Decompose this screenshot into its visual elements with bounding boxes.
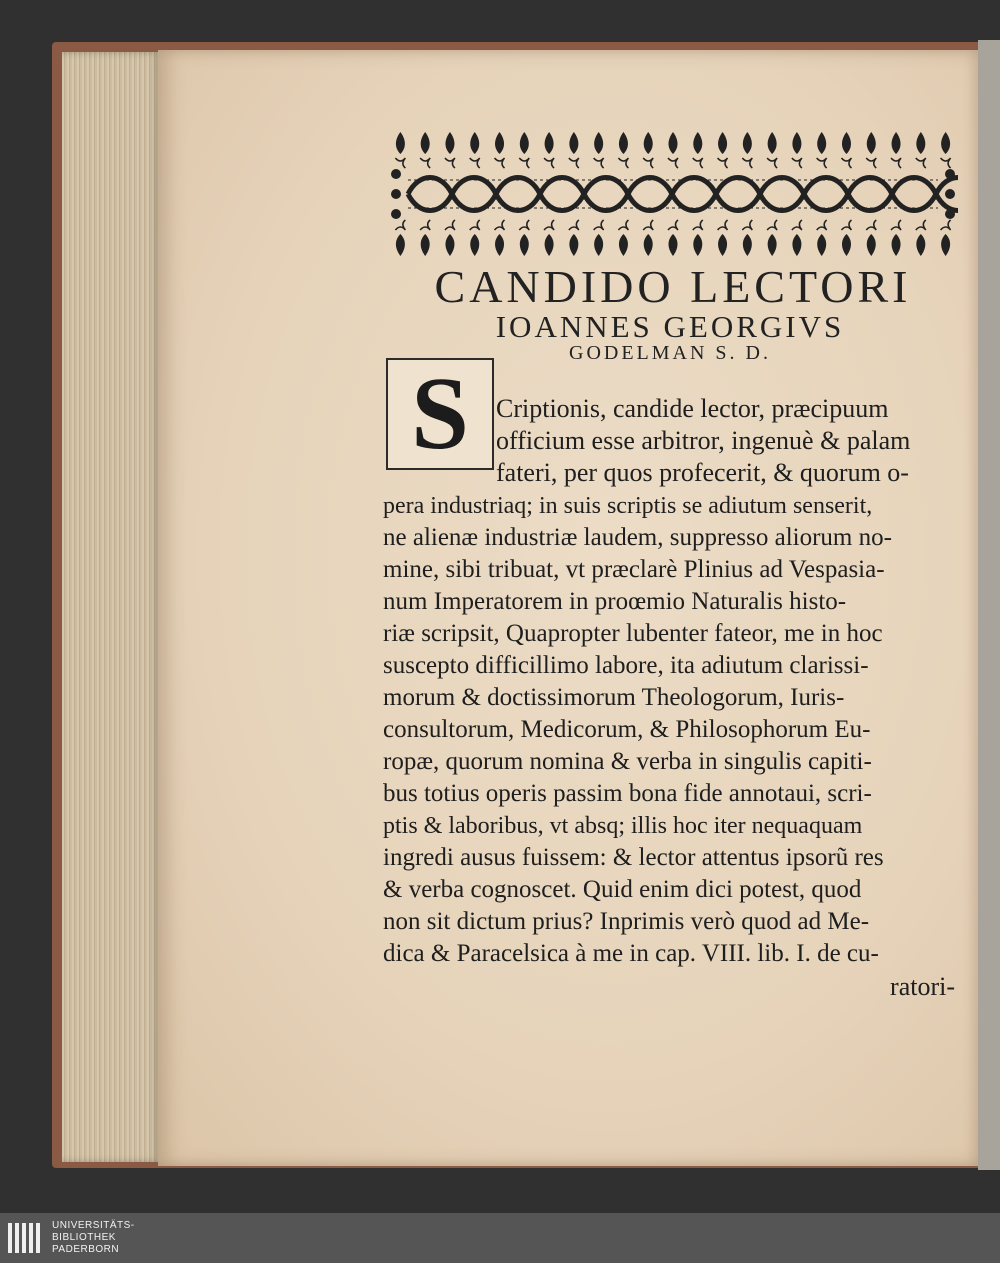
text-line: num Imperatorem in proœmio Naturalis histo- <box>383 588 847 615</box>
text-line: dica & Paracelsica à me in cap. VIII. lib. I. de cu- <box>383 940 879 967</box>
ornament-top-row <box>395 132 950 168</box>
text-line: ingredi ausus fuissem: & lector attentus ipsorũ res <box>383 844 884 871</box>
library-name <box>52 1220 135 1256</box>
library-name-line: PADERBORN <box>52 1244 120 1255</box>
heading-line-1: CANDIDO LECTORI <box>434 261 912 312</box>
ornament-headpiece <box>388 128 958 260</box>
text-line: pera industriaq; in suis scriptis se adiutum senserit, <box>383 493 873 519</box>
library-name-line: UNIVERSITÄTS- <box>52 1220 135 1231</box>
footer-bar <box>0 1213 1000 1263</box>
text-line: fateri, per quos profecerit, & quorum o- <box>496 458 909 487</box>
text-line: Criptionis, candide lector, præcipuum <box>496 394 889 423</box>
text-line: riæ scripsit, Quapropter lubenter fateor, me in hoc <box>383 620 883 647</box>
text-line: & verba cognoscet. Quid enim dici potest, quod <box>383 876 862 903</box>
ornament-band <box>391 169 958 219</box>
text-line: ne alienæ industriæ laudem, suppresso aliorum no- <box>383 524 892 551</box>
page-sliver <box>978 40 1000 1170</box>
heading-line-2: IOANNES GEORGIVS <box>495 309 845 344</box>
text-line: ptis & laboribus, vt absq; illis hoc iter nequaquam <box>383 813 863 839</box>
text-line: suscepto difficillimo labore, ita adiutum clarissi- <box>383 652 869 679</box>
text-line: ropæ, quorum nomina & verba in singulis capiti- <box>383 748 872 775</box>
ornament-bottom-row <box>395 220 950 256</box>
page-edges <box>62 52 162 1162</box>
text-line: bus totius operis passim bona fide annotaui, scri- <box>383 780 872 807</box>
text-line: officium esse arbitror, ingenuè & palam <box>496 426 911 455</box>
library-logo-icon <box>6 1219 46 1257</box>
initial-letter: S <box>411 356 469 471</box>
decorated-initial <box>386 358 494 470</box>
catchword: ratori- <box>890 972 955 1001</box>
text-line: non sit dictum prius? Inprimis verò quod ad Me- <box>383 908 870 935</box>
text-line: morum & doctissimorum Theologorum, Iuris- <box>383 684 845 711</box>
library-name-line: BIBLIOTHEK <box>52 1232 116 1243</box>
heading-line-3: GODELMAN S. D. <box>569 342 771 364</box>
text-line: mine, sibi tribuat, vt præclarè Plinius ad Vespasia- <box>383 556 885 583</box>
text-line: consultorum, Medicorum, & Philosophorum Eu- <box>383 716 871 743</box>
